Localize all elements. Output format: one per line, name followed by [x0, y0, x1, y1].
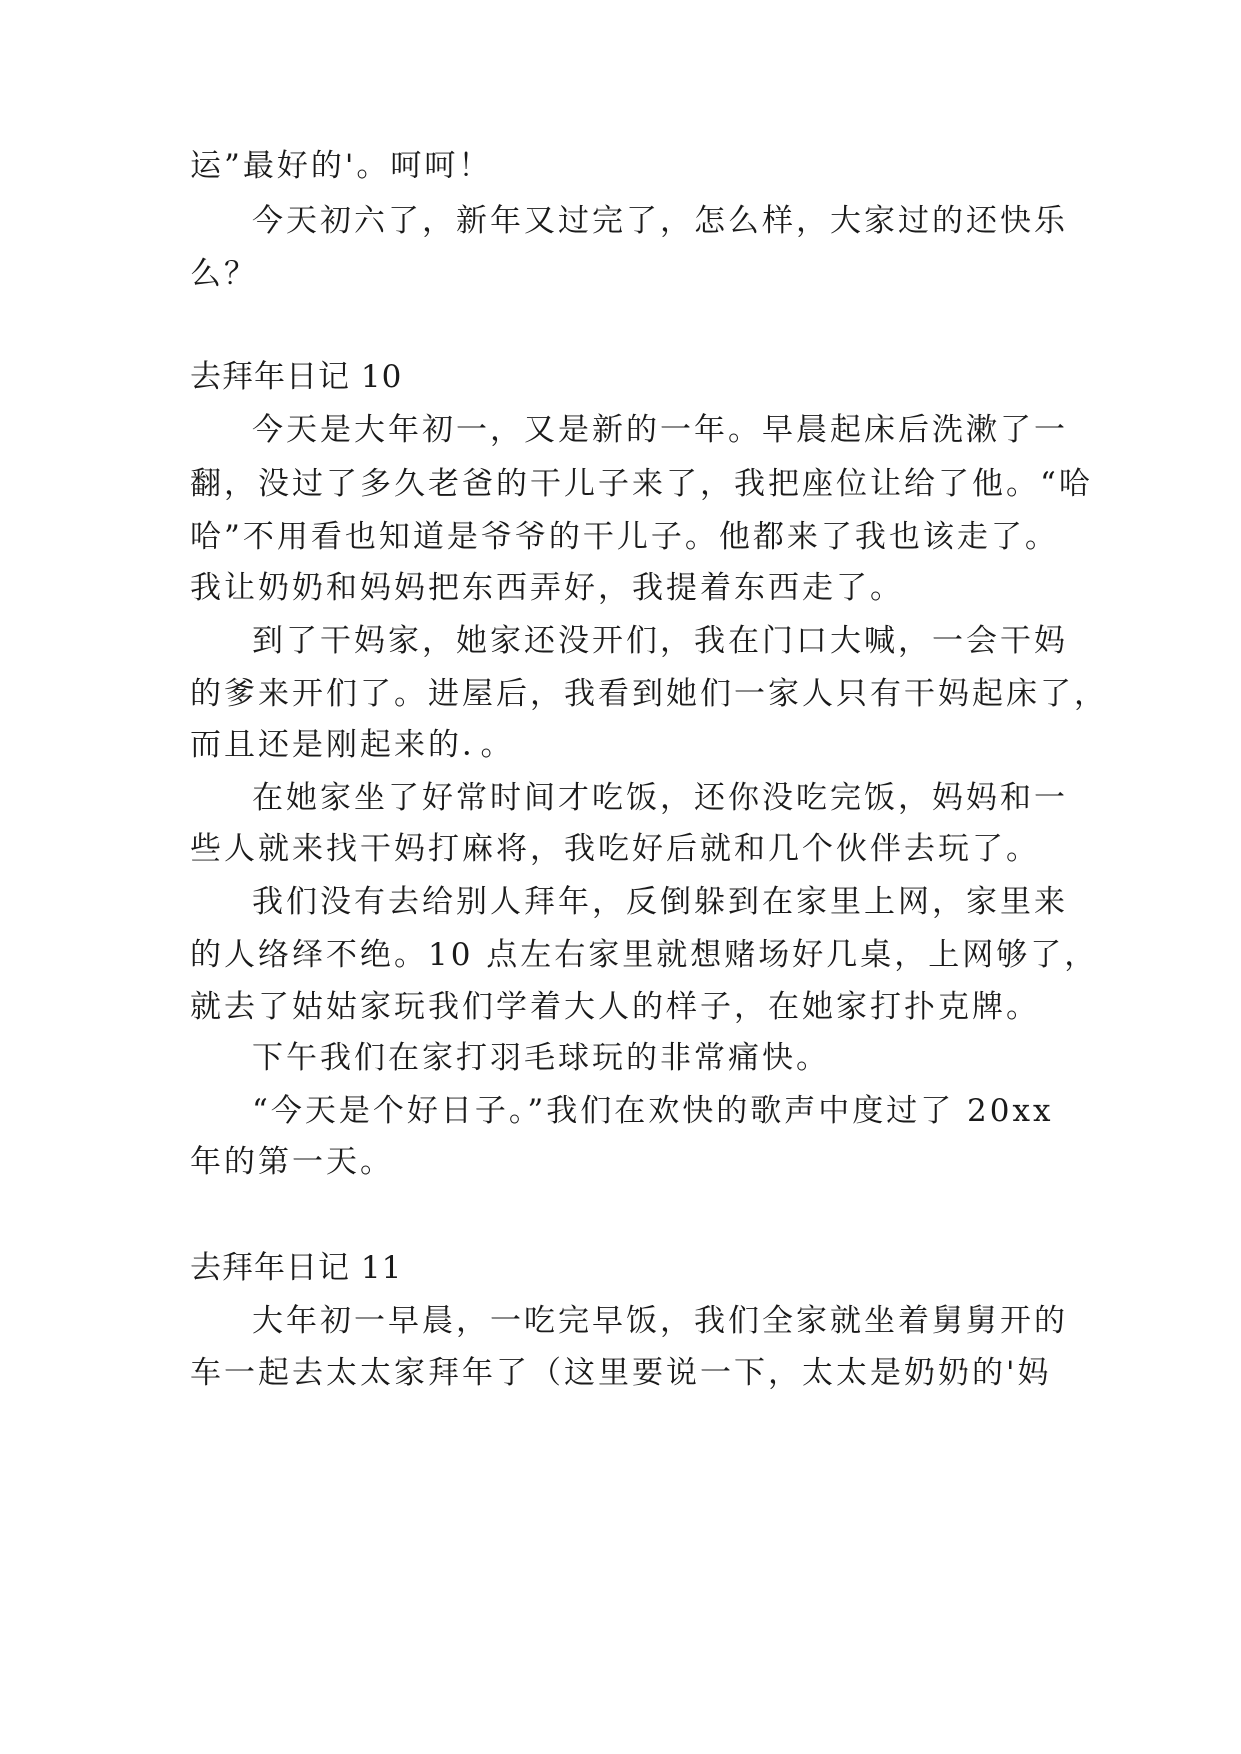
text-line: 就去了姑姑家玩我们学着大人的样子，在她家打扑克牌。 — [190, 989, 1040, 1025]
paragraph-line: 今天初六了，新年又过完了，怎么样，大家过的还快乐 — [252, 203, 1068, 239]
paragraph-line: 下午我们在家打羽毛球玩的非常痛快。 — [252, 1040, 830, 1076]
text-line: 我让奶奶和妈妈把东西弄好，我提着东西走了。 — [190, 570, 904, 606]
text-line: 的爹来开们了。进屋后，我看到她们一家人只有干妈起床了， — [190, 676, 1108, 712]
section-heading: 去拜年日记 10 — [190, 359, 403, 395]
paragraph-line: 到了干妈家，她家还没开们，我在门口大喊，一会干妈 — [252, 623, 1068, 659]
text-line: 翻，没过了多久老爸的干儿子来了，我把座位让给了他。“哈 — [190, 466, 1093, 502]
paragraph-line: 大年初一早晨，一吃完早饭，我们全家就坐着舅舅开的 — [252, 1303, 1068, 1339]
section-heading: 去拜年日记 11 — [190, 1250, 403, 1286]
text-line: 的人络绎不绝。10 点左右家里就想赌场好几桌，上网够了， — [190, 937, 1099, 973]
text-line: 车一起去太太家拜年了（这里要说一下，太太是奶奶的'妈 — [190, 1355, 1052, 1391]
text-line: 运”最好的'。呵呵！ — [190, 148, 493, 184]
text-line: 么？ — [190, 256, 258, 292]
text-line: 些人就来找干妈打麻将，我吃好后就和几个伙伴去玩了。 — [190, 831, 1040, 867]
paragraph-line: 在她家坐了好常时间才吃饭，还你没吃完饭，妈妈和一 — [252, 780, 1068, 816]
text-line: 年的第一天。 — [190, 1144, 394, 1180]
paragraph-line: “今天是个好日子。”我们在欢快的歌声中度过了 20xx — [252, 1093, 1054, 1129]
text-line: 哈”不用看也知道是爷爷的干儿子。他都来了我也该走了。 — [190, 519, 1059, 555]
text-line: 而且还是刚起来的．。 — [190, 727, 515, 763]
paragraph-line: 我们没有去给别人拜年，反倒躲到在家里上网，家里来 — [252, 884, 1068, 920]
paragraph-line: 今天是大年初一，又是新的一年。早晨起床后洗漱了一 — [252, 412, 1068, 448]
